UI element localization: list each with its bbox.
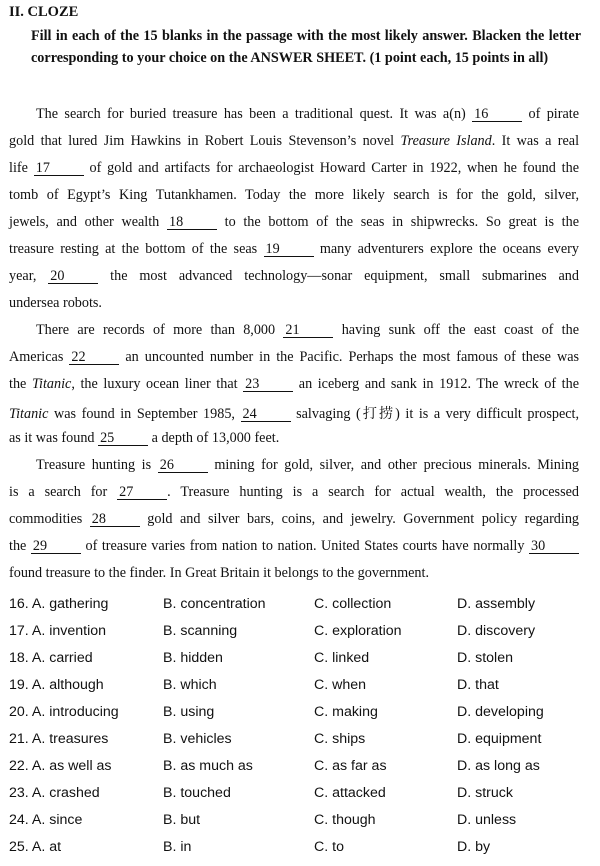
passage-line: jewels, and other wealth 18 to the bottom of the seas in shipwrecks. So great is the: [9, 214, 580, 230]
option-row: [9, 758, 589, 778]
option-choice: D. equipment: [457, 731, 542, 747]
passage-line: There are records of more than 8,000 21 having sunk off the east coast of the: [36, 322, 580, 338]
blank-27: 27: [117, 486, 167, 500]
option-choice: B. using: [163, 704, 215, 720]
option-choice: C. linked: [314, 650, 370, 666]
blank-25: 25: [98, 432, 148, 446]
option-row: [9, 596, 589, 616]
option-choice: C. when: [314, 677, 367, 693]
option-choice: D. unless: [457, 812, 517, 828]
option-choice: C. exploration: [314, 623, 402, 639]
passage-line: as it was found 25 a depth of 13,000 feet.: [9, 430, 280, 446]
option-choice: B. as much as: [163, 758, 253, 774]
blank-26: 26: [158, 459, 208, 473]
passage-line: found treasure to the finder. In Great Britain it belongs to the government.: [9, 565, 429, 581]
option-choice: C. though: [314, 812, 376, 828]
ship-name: Titanic: [31, 376, 72, 392]
option-choice: D. stolen: [457, 650, 513, 666]
book-title: Treasure Island: [400, 133, 492, 149]
option-choice: B. concentration: [163, 596, 266, 612]
option-choice: 25. A. at: [9, 839, 62, 855]
option-choice: 21. A. treasures: [9, 731, 109, 747]
option-choice: B. but: [163, 812, 201, 828]
option-choice: D. that: [457, 677, 499, 693]
passage-line: commodities 28 gold and silver bars, coins, and jewelry. Government policy regarding: [9, 511, 580, 527]
option-choice: 22. A. as well as: [9, 758, 112, 774]
option-row: [9, 704, 589, 724]
passage-line: The search for buried treasure has been a traditional quest. It was a(n) 16 of pirate: [36, 106, 579, 122]
option-choice: C. ships: [314, 731, 366, 747]
blank-21: 21: [283, 324, 333, 338]
blank-22: 22: [69, 351, 119, 365]
option-choice: D. discovery: [457, 623, 536, 639]
option-choice: C. making: [314, 704, 378, 720]
blank-20: 20: [48, 270, 98, 284]
option-row: [9, 731, 589, 751]
option-choice: D. assembly: [457, 596, 536, 612]
option-choice: 18. A. carried: [9, 650, 93, 666]
section-title: II. CLOZE: [9, 4, 79, 20]
blank-29: 29: [31, 540, 81, 554]
passage-line: Titanic was found in September 1985, 24 salvaging (打捞) it is a very difficult prospect,: [9, 406, 580, 422]
option-choice: B. in: [163, 839, 192, 855]
passage-line: Treasure hunting is 26 mining for gold, silver, and other precious minerals. Mining: [36, 457, 580, 473]
option-row: [9, 650, 589, 670]
option-choice: C. as far as: [314, 758, 387, 774]
blank-23: 23: [243, 378, 293, 392]
instructions: Fill in each of the 15 blanks in the passage with the most likely answer. Blacken the letter corresponding to your choice on the ANSWER SHEET. (1 point each, 15 points in all): [31, 28, 581, 66]
passage-line: Americas 22 an uncounted number in the Pacific. Perhaps the most famous of these was: [9, 349, 580, 365]
blank-30: 30: [529, 540, 579, 554]
option-row: [9, 785, 589, 805]
option-choice: 16. A. gathering: [9, 596, 109, 612]
option-choice: 20. A. introducing: [9, 704, 119, 720]
passage-line: year, 20 the most advanced technology—sonar equipment, small submarines and: [9, 268, 579, 284]
option-choice: B. touched: [163, 785, 231, 801]
option-choice: 17. A. invention: [9, 623, 107, 639]
option-choice: B. which: [163, 677, 217, 693]
blank-17: 17: [34, 162, 84, 176]
ship-name: Titanic: [9, 406, 49, 422]
option-choice: B. hidden: [163, 650, 223, 666]
passage-line: tomb of Egypt’s King Tutankhamen. Today the more likely search is for the gold, silver,: [9, 187, 579, 203]
blank-16: 16: [472, 108, 522, 122]
option-choice: D. developing: [457, 704, 544, 720]
option-choice: D. by: [457, 839, 491, 855]
option-choice: D. as long as: [457, 758, 540, 774]
option-choice: 24. A. since: [9, 812, 83, 828]
option-row: [9, 839, 589, 859]
blank-18: 18: [167, 216, 217, 230]
option-choice: 23. A. crashed: [9, 785, 100, 801]
option-choice: C. collection: [314, 596, 392, 612]
blank-19: 19: [264, 243, 314, 257]
option-row: [9, 812, 589, 832]
passage-line: the Titanic, the luxury ocean liner that 23 an iceberg and sank in 1912. The wreck of the: [9, 376, 580, 392]
option-choice: 19. A. although: [9, 677, 104, 693]
option-row: [9, 677, 589, 697]
passage-line: gold that lured Jim Hawkins in Robert Louis Stevenson’s novel Treasure Island. It was a real: [9, 133, 580, 149]
option-choice: B. scanning: [163, 623, 238, 639]
option-choice: C. to: [314, 839, 344, 855]
passage-line: treasure resting at the bottom of the seas 19 many adventurers explore the oceans every: [9, 241, 580, 257]
passage-line: life 17 of gold and artifacts for archaeologist Howard Carter in 1922, when he found the: [9, 160, 580, 176]
passage-line: undersea robots.: [9, 295, 102, 311]
option-row: [9, 623, 589, 643]
blank-24: 24: [241, 408, 291, 422]
option-choice: C. attacked: [314, 785, 386, 801]
option-choice: D. struck: [457, 785, 513, 801]
blank-28: 28: [90, 513, 140, 527]
passage-line: is a search for 27 . Treasure hunting is a search for actual wealth, the processed: [9, 484, 579, 500]
option-choice: B. vehicles: [163, 731, 232, 747]
passage-line: the 29 of treasure varies from nation to nation. United States courts have normally 30: [9, 538, 579, 555]
